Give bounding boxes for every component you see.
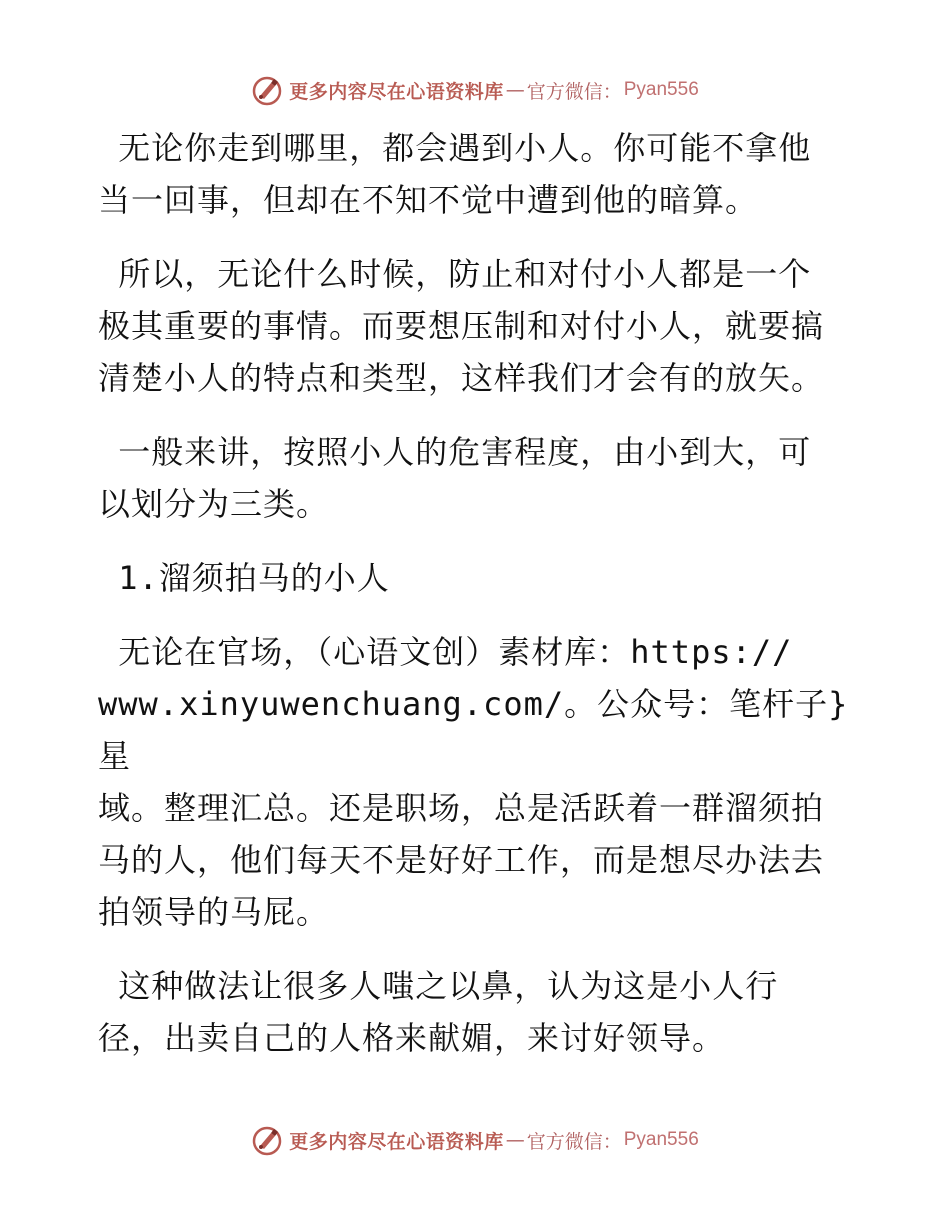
paragraph-5: 这种做法让很多人嗤之以鼻，认为这是小人行 径，出卖自己的人格来献媚，来讨好领导。 — [98, 967, 779, 1057]
footer-dash: — — [505, 1129, 525, 1151]
paragraph-4: 无论在官场，（心语文创）素材库：https:// www.xinyuwenchuang.com/。公众号：笔杆子}星 域。整理汇总。还是职场，总是活跃着一群溜须拍 马的人，他们每天不是好好工作，而是想尽办法去 拍领导的马屁。 — [98, 633, 849, 931]
header-banner — [0, 70, 950, 110]
header-wechat-id: Pyan556 — [623, 79, 699, 100]
paragraph-3: 一般来讲，按照小人的危害程度，由小到大，可 以划分为三类。 — [98, 433, 812, 523]
paragraph-1: 无论你走到哪里，都会遇到小人。你可能不拿他 当一回事，但却在不知不觉中遭到他的暗算。 — [98, 129, 812, 219]
footer-brand-text: 更多内容尽在心语资料库 — [289, 1130, 504, 1153]
paragraph-2: 所以，无论什么时候，防止和对付小人都是一个 极其重要的事情。而要想压制和对付小人，就要搞 清楚小人的特点和类型，这样我们才会有的放矢。 — [98, 255, 825, 397]
header-dash: — — [505, 79, 525, 101]
section-heading-1: 1.溜须拍马的小人 — [98, 559, 390, 597]
footer-wechat-id: Pyan556 — [623, 1129, 699, 1150]
header-official-label: 官方微信： — [526, 80, 622, 103]
footer-banner — [0, 1120, 950, 1160]
pen-seal-logo-icon — [251, 1124, 283, 1156]
footer-official-label: 官方微信： — [526, 1130, 622, 1153]
header-brand-text: 更多内容尽在心语资料库 — [289, 80, 504, 103]
document-body — [98, 122, 858, 1086]
pen-seal-logo-icon — [251, 74, 283, 106]
